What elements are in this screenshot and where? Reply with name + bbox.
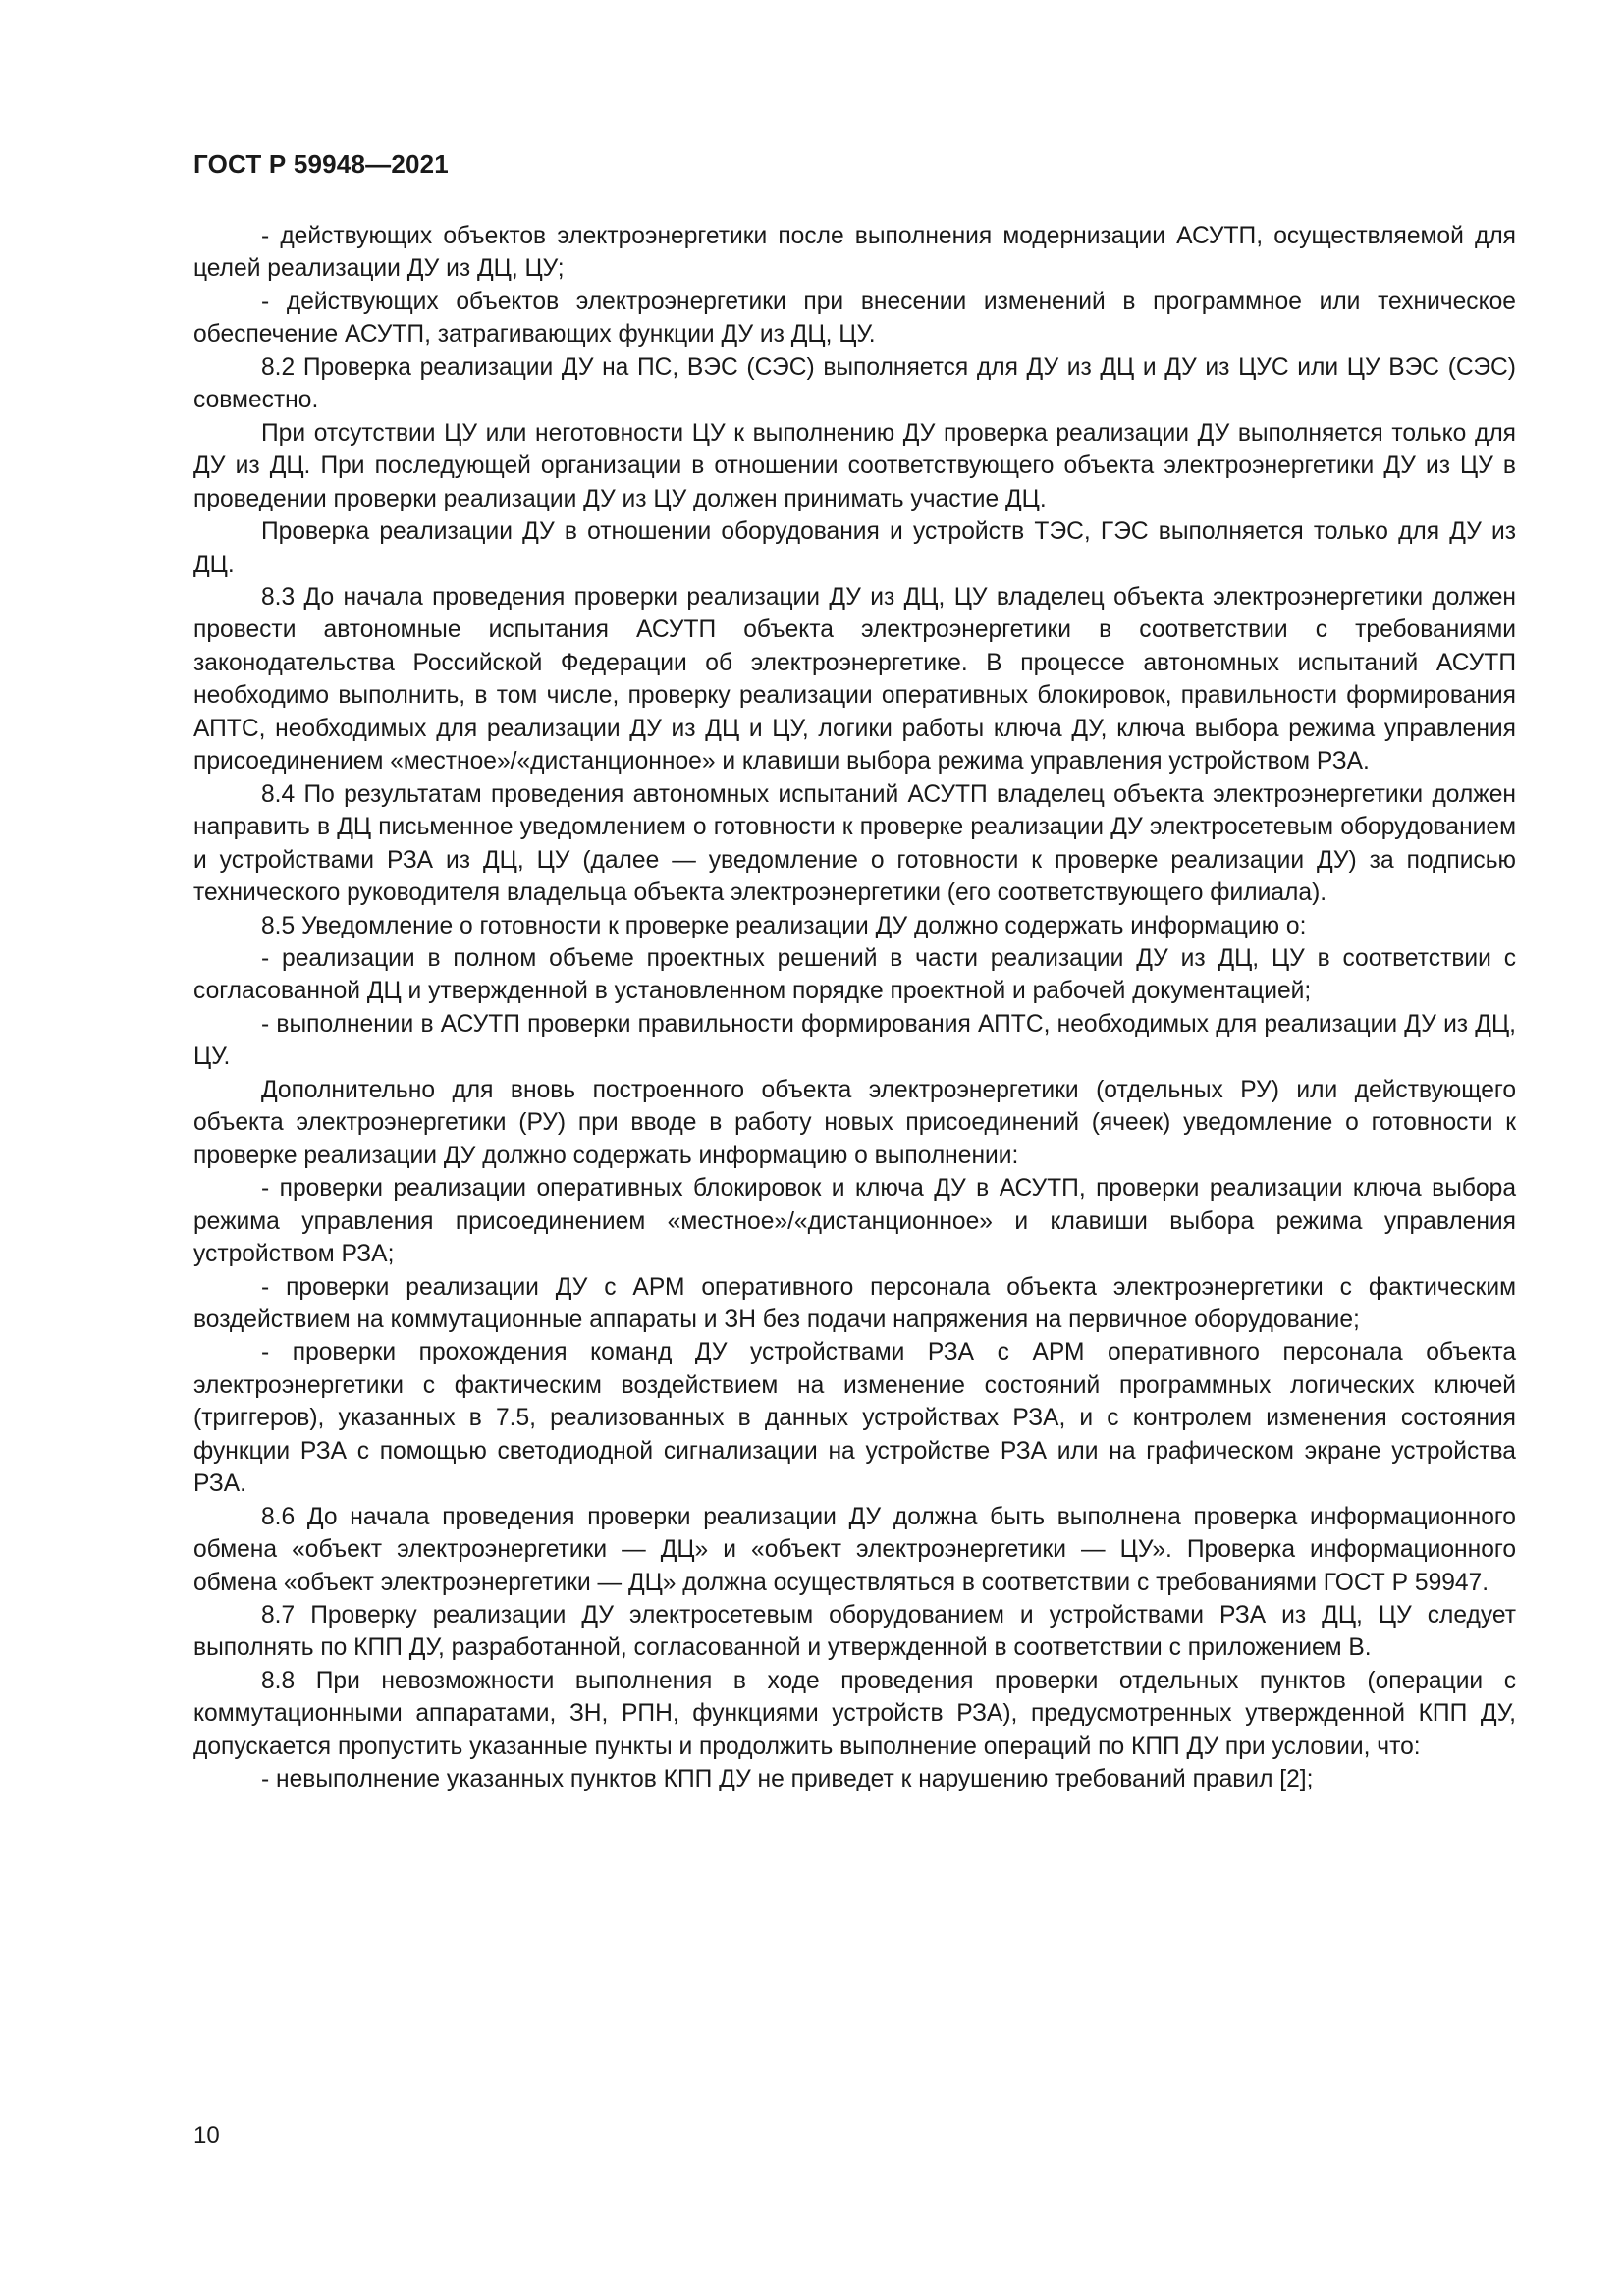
paragraph: Проверка реализации ДУ в отношении оборудования и устройств ТЭС, ГЭС выполняется только для ДУ из ДЦ. — [193, 518, 1516, 578]
paragraph: - проверки реализации ДУ с АРМ оперативного персонала объекта электроэнергетики с фактическим воздействием на коммутационные аппараты и ЗН без подачи напряжения на первичное оборудование; — [193, 1273, 1516, 1333]
paragraph: 8.8 При невозможности выполнения в ходе проведения проверки отдельных пунктов (операции с коммутационными аппаратами, ЗН, РПН, функциями устройств РЗА), предусмотренных утвержденной КПП ДУ, допускается пропустить указанные пункты и продолжить выполнение операций по КПП ДУ при условии, что: — [193, 1667, 1516, 1760]
paragraph: 8.2 Проверка реализации ДУ на ПС, ВЭС (СЭС) выполняется для ДУ из ДЦ и ДУ из ЦУС или ЦУ ВЭС (СЭС) совместно. — [193, 353, 1516, 414]
paragraph: 8.6 До начала проведения проверки реализации ДУ должна быть выполнена проверка информационного обмена «объект электроэнергетики — ДЦ» и «объект электроэнергетики — ЦУ». Проверка информационного обмена «объект электроэнергетики — ДЦ» должна осуществляться в соответствии с требованиями ГОСТ Р 59947. — [193, 1503, 1516, 1596]
paragraph: - проверки прохождения команд ДУ устройствами РЗА с АРМ оперативного персонала объекта электроэнергетики с фактическим воздействием на изменение состояний программных логических ключей (триггеров), указанных в 7.5, реализованных в данных устройствах РЗА, и с контролем изменения состояния функции РЗА с помощью светодиодной сигнализации на устройстве РЗА или на графическом экране устройства РЗА. — [193, 1339, 1516, 1498]
paragraph: При отсутствии ЦУ или неготовности ЦУ к выполнению ДУ проверка реализации ДУ выполняется только для ДУ из ДЦ. При последующей организации в отношении соответствующего объекта электроэнергетики ДУ из ЦУ в проведении проверки реализации ДУ из ЦУ должен принимать участие ДЦ. — [193, 419, 1516, 512]
paragraph: 8.5 Уведомление о готовности к проверке реализации ДУ должно содержать информацию о: — [261, 912, 1307, 939]
paragraph: 8.7 Проверку реализации ДУ электросетевым оборудованием и устройствами РЗА из ДЦ, ЦУ следует выполнять по КПП ДУ, разработанной, согласованной и утвержденной в соответствии с приложением В. — [193, 1602, 1516, 1662]
document-body — [193, 220, 1516, 1796]
paragraph: 8.3 До начала проведения проверки реализации ДУ из ДЦ, ЦУ владелец объекта электроэнергетики должен провести автономные испытания АСУТП объекта электроэнергетики в соответствии с требованиями законодательства Российской Федерации об электроэнергетике. В процессе автономных испытаний АСУТП необходимо выполнить, в том числе, проверку реализации оперативных блокировок, правильности формирования АПТС, необходимых для реализации ДУ из ДЦ и ЦУ, логики работы ключа ДУ, ключа выбора режима управления присоединением «местное»/«дистанционное» и клавиши выбора режима управления устройством РЗА. — [193, 583, 1516, 775]
paragraph: - выполнении в АСУТП проверки правильности формирования АПТС, необходимых для реализации ДУ из ДЦ, ЦУ. — [193, 1010, 1516, 1071]
paragraph: - действующих объектов электроэнергетики после выполнения модернизации АСУТП, осуществляемой для целей реализации ДУ из ДЦ, ЦУ; — [193, 223, 1516, 283]
paragraph: - проверки реализации оперативных блокировок и ключа ДУ в АСУТП, проверки реализации ключа выбора режима управления присоединением «местное»/«дистанционное» и клавиши выбора режима управления устройством РЗА; — [193, 1175, 1516, 1268]
paragraph: - действующих объектов электроэнергетики при внесении изменений в программное или техническое обеспечение АСУТП, затрагивающих функции ДУ из ДЦ, ЦУ. — [193, 288, 1516, 348]
page-number: 10 — [193, 2122, 220, 2149]
paragraph: Дополнительно для вновь построенного объекта электроэнергетики (отдельных РУ) или действующего объекта электроэнергетики (РУ) при вводе в работу новых присоединений (ячеек) уведомление о готовности к проверке реализации ДУ должно содержать информацию о выполнении: — [193, 1076, 1516, 1169]
paragraph: - невыполнение указанных пунктов КПП ДУ не приведет к нарушению требований правил [2]; — [261, 1766, 1314, 1793]
document-header: ГОСТ Р 59948—2021 — [193, 149, 449, 179]
paragraph: 8.4 По результатам проведения автономных испытаний АСУТП владелец объекта электроэнергетики должен направить в ДЦ письменное уведомлением о готовности к проверке реализации ДУ электросетевым оборудованием и устройствами РЗА из ДЦ, ЦУ (далее — уведомление о готовности к проверке реализации ДУ) за подписью технического руководителя владельца объекта электроэнергетики (его соответствующего филиала). — [193, 780, 1516, 907]
paragraph: - реализации в полном объеме проектных решений в части реализации ДУ из ДЦ, ЦУ в соответствии с согласованной ДЦ и утвержденной в установленном порядке проектной и рабочей документацией; — [193, 944, 1516, 1005]
